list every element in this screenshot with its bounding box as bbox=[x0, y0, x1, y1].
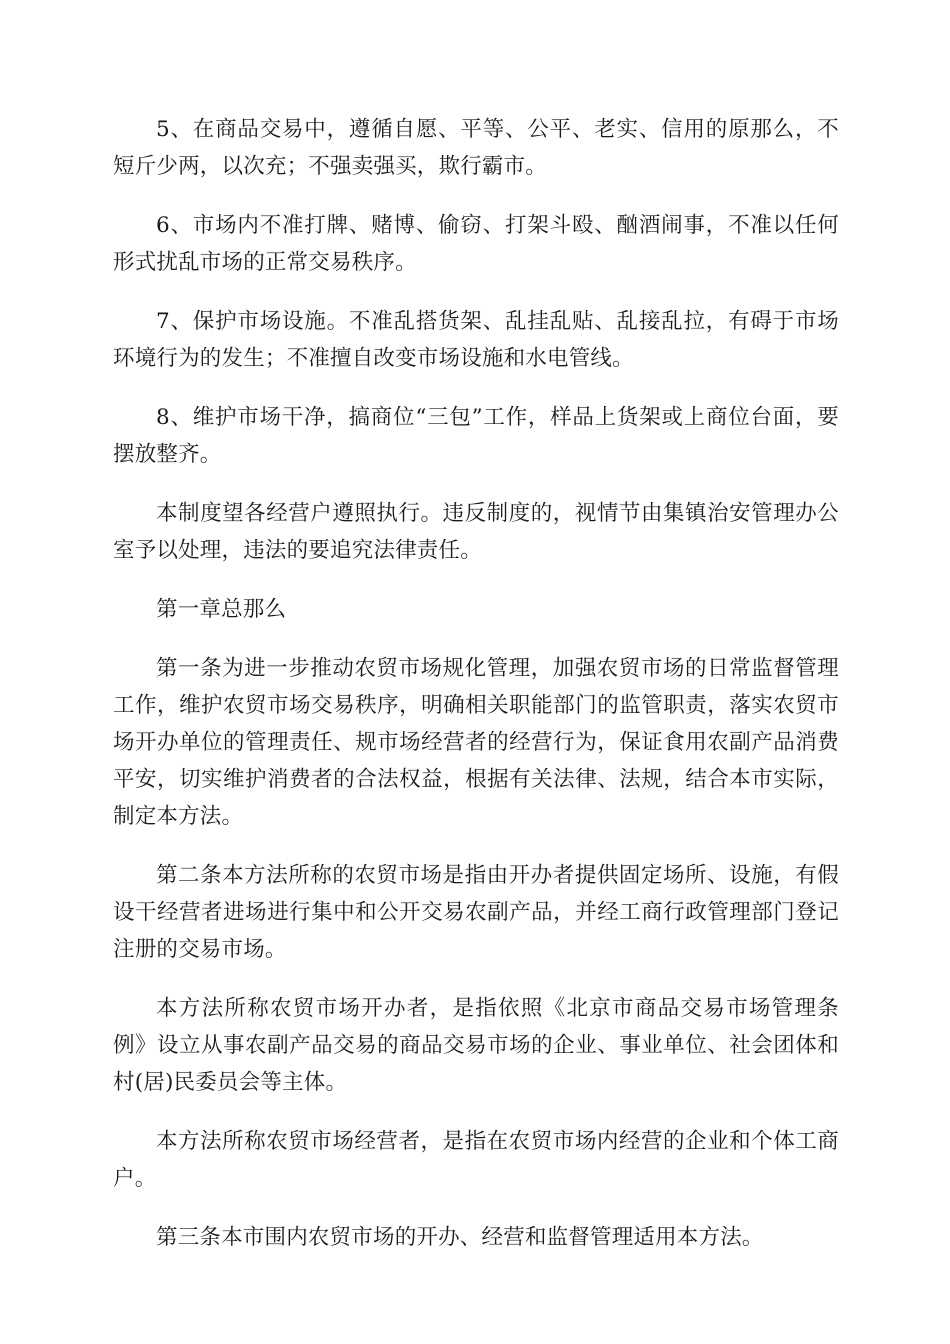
paragraph-article-2: 第二条本方法所称的农贸市场是指由开办者提供固定场所、设施，有假设干经营者进场进行集中和公开交易农副产品，并经工商行政管理部门登记注册的交易市场。 bbox=[113, 863, 839, 962]
paragraph-rule-5: 5、在商品交易中，遵循自愿、平等、公平、老实、信用的原那么，不短斤少两，以次充；不强卖强买，欺行霸市。 bbox=[113, 117, 839, 179]
paragraph-rule-7: 7、保护市场设施。不准乱搭货架、乱挂乱贴、乱接乱拉，有碍于市场环境行为的发生；不准擅自改变市场设施和水电管线。 bbox=[113, 309, 839, 371]
paragraph-rule-6: 6、市场内不准打牌、赌博、偷窃、打架斗殴、酗酒闹事，不准以任何形式扰乱市场的正常交易秩序。 bbox=[113, 213, 839, 275]
document-body bbox=[113, 111, 839, 1278]
paragraph-article-3: 第三条本市围内农贸市场的开办、经营和监督管理适用本方法。 bbox=[156, 1225, 764, 1250]
paragraph-operator-definition: 本方法所称农贸市场经营者，是指在农贸市场内经营的企业和个体工商户。 bbox=[113, 1129, 839, 1191]
paragraph-rule-8: 8、维护市场干净，搞商位“三包”工作，样品上货架或上商位台面，要摆放整齐。 bbox=[113, 405, 839, 467]
paragraph-article-1: 第一条为进一步推动农贸市场规化管理，加强农贸市场的日常监督管理工作，维护农贸市场交易秩序，明确相关职能部门的监管职责，落实农贸市场开办单位的管理责任、规市场经营者的经营行为，保证食用农副产品消费平安，切实维护消费者的合法权益，根据有关法律、法规，结合本市实际，制定本方法。 bbox=[113, 656, 839, 829]
paragraph-organizer-definition: 本方法所称农贸市场开办者，是指依照《北京市商品交易市场管理条例》设立从事农副产品交易的商品交易市场的企业、事业单位、社会团体和村(居)民委员会等主体。 bbox=[113, 996, 839, 1095]
chapter-heading: 第一章总那么 bbox=[156, 597, 287, 622]
paragraph-enforcement-note: 本制度望各经营户遵照执行。违反制度的，视情节由集镇治安管理办公室予以处理，违法的要追究法律责任。 bbox=[113, 501, 839, 563]
